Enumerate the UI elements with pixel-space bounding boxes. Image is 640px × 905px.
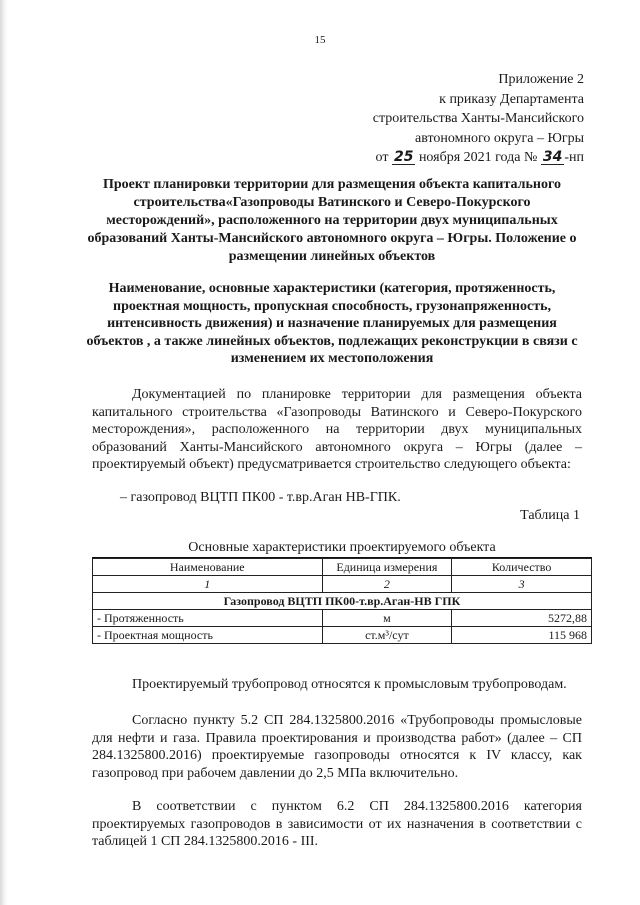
paragraph-pipeline-class: Проектируемый трубопровод относятся к промысловым трубопроводам. <box>132 677 567 692</box>
row-name: - Протяженность <box>93 610 323 627</box>
table-number-row <box>93 576 592 593</box>
paragraph-documentation: Документацией по планировке территории для размещения объекта капитального строительства «Газопроводы Ватинского и Северо-Покурского месторождения», расположенного на территории двух муниципальных образований Ханты-Мансийского автономного округа – Югры (далее – проектируемый объект) предусматривается строительство следующего объекта: <box>92 387 582 472</box>
group-title: Газопровод ВЦТП ПК00-т.вр.Аган-НВ ГПК <box>93 593 592 610</box>
appendix-line-3: строительства Ханты-Мансийского <box>372 111 584 126</box>
order-suffix: -нп <box>564 150 584 165</box>
column-number-2: 2 <box>322 576 452 593</box>
scan-edge-shadow <box>0 0 8 905</box>
handwritten-order-number: 34 <box>542 149 563 165</box>
appendix-line-2: к приказу Департамента <box>439 91 584 107</box>
paragraph-sp-reference: Согласно пункту 5.2 СП 284.1325800.2016 «Трубопроводы промысловые для нефти и газа. Правила проектирования и производства работ» (далее – СП 284.1325800.2016) проектируемые газопроводы относятся к IV классу, как газопровод при рабочем давлении до 2,5 МПа включительно. <box>92 713 582 781</box>
table-row <box>93 627 592 644</box>
table-caption: Основные характеристики проектируемого объекта <box>92 540 592 558</box>
list-item-gas-pipeline: – газопровод ВЦТП ПК00 - т.вр.Аган НВ-ГПК. <box>120 490 401 505</box>
appendix-header <box>373 70 584 168</box>
row-unit: ст.м³/сут <box>322 627 452 644</box>
page-number: 15 <box>314 34 326 46</box>
header-name: Наименование <box>93 559 323 576</box>
header-quantity: Количество <box>452 559 592 576</box>
column-number-1: 1 <box>93 576 323 593</box>
table-label: Таблица 1 <box>520 508 580 523</box>
handwritten-day: 25 <box>393 149 414 165</box>
table-group-row <box>93 593 592 610</box>
date-prefix: от <box>375 150 389 165</box>
section-heading: Наименование, основные характеристики (категория, протяженность, проектная мощность, пропускная способность, грузонапряженность, интенсивность движения) и назначение планируемых для размещения объектов , а также линейных объектов, подлежащих реконструкции в связи с изменением их местоположения <box>86 281 578 366</box>
appendix-line-4: автономного округа – Югры <box>415 130 584 146</box>
row-unit: м <box>322 610 452 627</box>
appendix-date-line <box>373 148 584 168</box>
table-row <box>93 610 592 627</box>
row-value: 115 968 <box>452 627 592 644</box>
column-number-3: 3 <box>452 576 592 593</box>
characteristics-table <box>92 558 592 644</box>
table-header-row <box>93 559 592 576</box>
date-rest: ноября 2021 года № <box>418 150 538 165</box>
document-title: Проект планировки территории для размещения объекта капитального строительства«Газопроводы Ватинского и Северо-Покурского месторождений», расположенного на территории двух муниципальных образований Ханты-Мансийского автономного округа – Югры. Положение о размещении линейных объектов <box>87 177 577 264</box>
appendix-line-1: Приложение 2 <box>498 72 584 87</box>
row-name: - Проектная мощность <box>93 627 323 644</box>
paragraph-category: В соответствии с пунктом 6.2 СП 284.1325800.2016 категория проектируемых газопроводов в зависимости от их назначения в соответствии с таблицей 1 СП 284.1325800.2016 - III. <box>92 799 582 849</box>
row-value: 5272,88 <box>452 610 592 627</box>
header-unit: Единица измерения <box>322 559 452 576</box>
